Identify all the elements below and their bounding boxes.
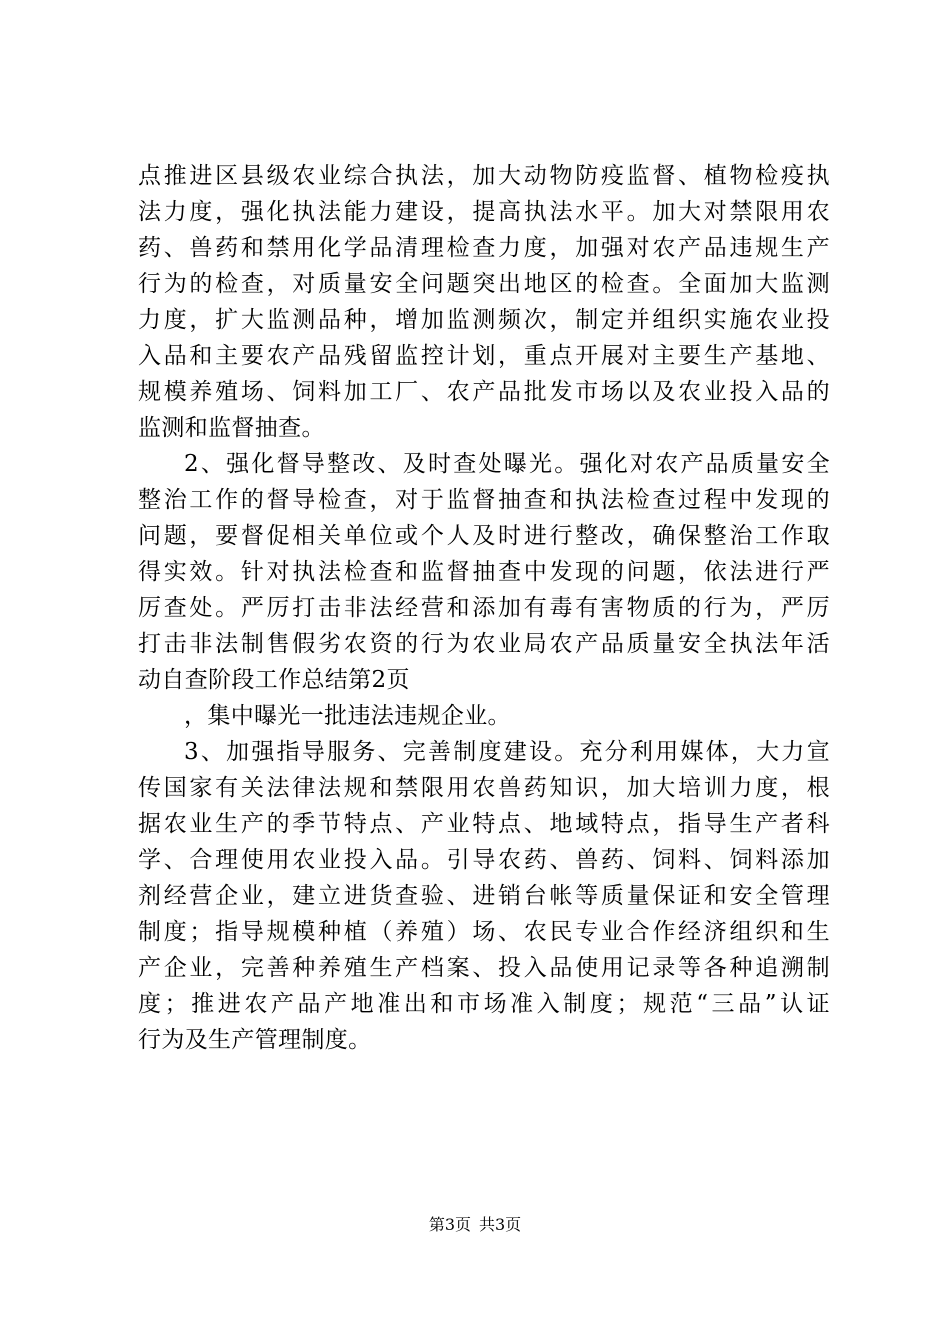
text-line: 点推进区县级农业综合执法，加大动物防疫监督、植物检疫执	[138, 163, 830, 189]
text-line: 规模养殖场、饲料加工厂、农产品批发市场以及农业投入品的	[138, 379, 830, 405]
page-footer	[0, 1213, 950, 1237]
text-line: 厉查处。严厉打击非法经营和添加有毒有害物质的行为，严厉	[138, 595, 830, 621]
document-body	[138, 158, 830, 1058]
page-number: 第3页	[428, 1215, 471, 1234]
text-line: 动自查阶段工作总结第2页	[138, 667, 410, 693]
text-line: 传国家有关法律法规和禁限用农兽药知识，加大培训力度，根	[138, 775, 830, 801]
text-line: 学、合理使用农业投入品。引导农药、兽药、饲料、饲料添加	[138, 847, 830, 873]
text-line: 入品和主要农产品残留监控计划，重点开展对主要生产基地、	[138, 343, 830, 369]
text-line: 据农业生产的季节特点、产业特点、地域特点，指导生产者科	[138, 811, 830, 837]
text-line: 度；推进农产品产地准出和市场准入制度；规范“三品”认证	[138, 991, 830, 1017]
text-line: 行为的检查，对质量安全问题突出地区的检查。全面加大监测	[138, 271, 830, 297]
text-line: 监测和监督抽查。	[138, 415, 325, 441]
text-line: 制度；指导规模种植（养殖）场、农民专业合作经济组织和生	[138, 919, 830, 945]
text-line: 打击非法制售假劣农资的行为农业局农产品质量安全执法年活	[138, 631, 830, 657]
text-line: 药、兽药和禁用化学品清理检查力度，加强对农产品违规生产	[138, 235, 830, 261]
page-total: 共3页	[479, 1215, 522, 1234]
text-line: 得实效。针对执法检查和监督抽查中发现的问题，依法进行严	[138, 559, 830, 585]
text-line: 产企业，完善种养殖生产档案、投入品使用记录等各种追溯制	[138, 955, 830, 981]
text-line: 力度，扩大监测品种，增加监测频次，制定并组织实施农业投	[138, 307, 830, 333]
text-line: 法力度，强化执法能力建设，提高执法水平。加大对禁限用农	[138, 199, 830, 225]
text-line: ，集中曝光一批违法违规企业。	[184, 703, 511, 729]
text-line: 行为及生产管理制度。	[138, 1027, 372, 1053]
text-line: 3、加强指导服务、完善制度建设。充分利用媒体，大力宣	[184, 739, 830, 765]
text-line: 问题，要督促相关单位或个人及时进行整改，确保整治工作取	[138, 523, 830, 549]
text-line: 剂经营企业，建立进货查验、进销台帐等质量保证和安全管理	[138, 883, 830, 909]
text-line: 整治工作的督导检查，对于监督抽查和执法检查过程中发现的	[138, 487, 830, 513]
text-line: 2、强化督导整改、及时查处曝光。强化对农产品质量安全	[184, 451, 830, 477]
